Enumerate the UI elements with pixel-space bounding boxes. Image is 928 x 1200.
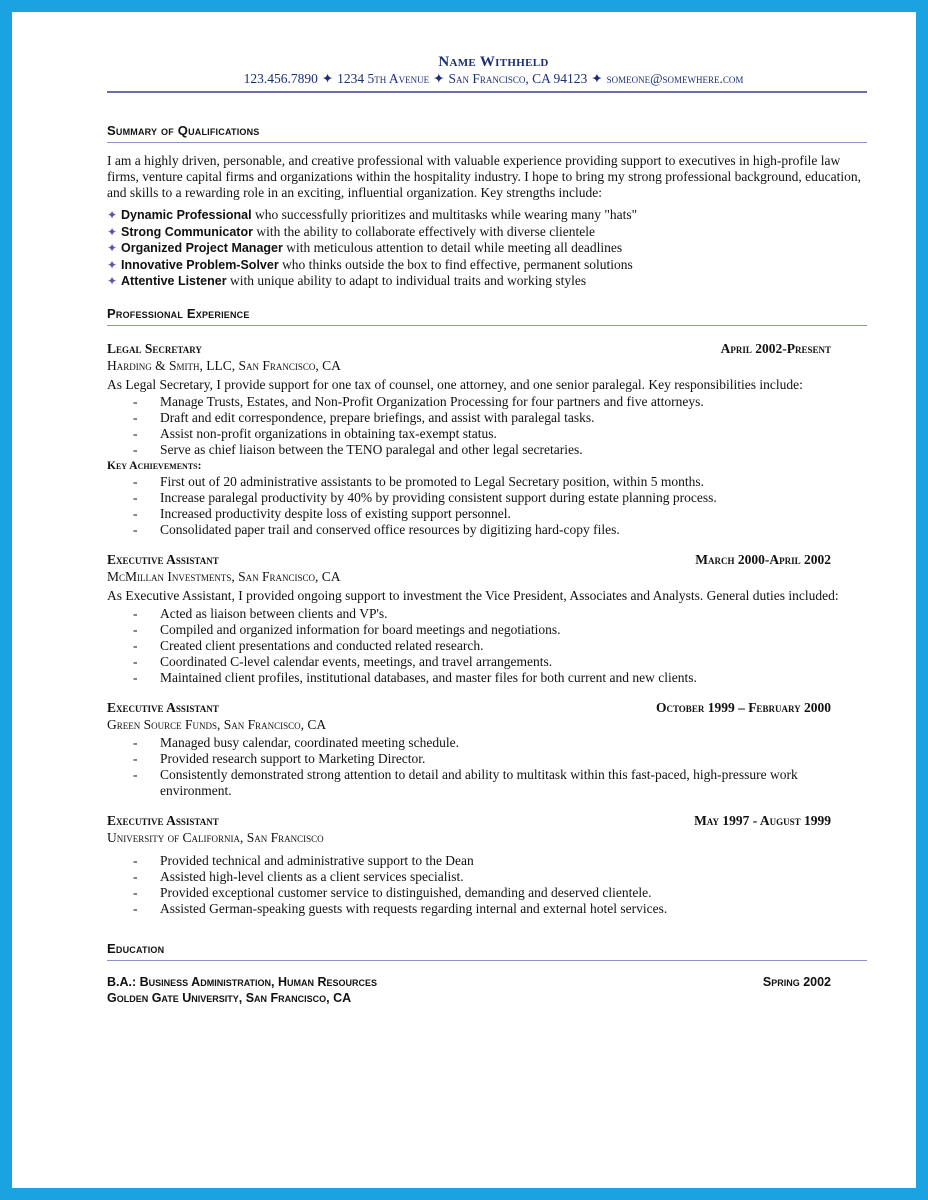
duty-item: - Consistently demonstrated strong attention to detail and ability to multitask within this fast-paced, high-pressure work environment. [133, 766, 798, 798]
duty-item: - Provided research support to Marketing Director. [133, 750, 426, 766]
bullet-icon: ✦ [107, 274, 118, 288]
duty-item: - Maintained client profiles, institutional databases, and master files for both current and new clients. [133, 669, 697, 685]
job-entry [107, 341, 867, 539]
candidate-name: Name Withheld [438, 54, 549, 70]
job-date: October 1999 – February 2000 [655, 699, 831, 715]
job-date: April 2002-Present [720, 340, 831, 356]
duty-item: - Assist non-profit organizations in obtaining tax-exempt status. [133, 426, 497, 441]
duty-item: - Coordinated C-level calendar events, meetings, and travel arrangements. [133, 653, 553, 669]
duty-item: - Managed busy calendar, coordinated meeting schedule. [133, 734, 459, 750]
summary-heading: Summary of Qualifications [107, 123, 867, 143]
job-employer: Green Source Funds, San Francisco, CA [107, 716, 327, 732]
resume-content [107, 54, 867, 1007]
job-employer: McMillan Investments, San Francisco, CA [107, 569, 341, 584]
phone: 123.456.7890 [243, 71, 318, 86]
job-intro: As Executive Assistant, I provided ongoing support to investment the Vice President, Associates and Analysts. General duties included: [107, 588, 839, 603]
achievement-item: - Consolidated paper trail and conserved office resources by digitizing hard-copy files. [133, 522, 620, 537]
achievement-item: - Increase paralegal productivity by 40% by providing consistent support during estate planning process. [133, 490, 717, 505]
summary-text: I am a highly driven, personable, and creative professional with valuable experience providing support to executives in high-profile law firms, venture capital firms and organizations within the hospitality industry. I hope to bring my strong professional background, education, and skills to a rewarding role in an exciting, influential organization. Key strengths include: [107, 153, 861, 200]
job-intro: As Legal Secretary, I provide support for one tax of counsel, one attorney, and one senior paralegal. Key responsibilities include: [107, 376, 803, 392]
separator-icon: ✦ [321, 71, 334, 86]
duties-list [107, 394, 867, 458]
duties-list [107, 606, 867, 686]
duty-item: - Serve as chief liaison between the TENO paralegal and other legal secretaries. [133, 442, 583, 457]
key-achievements-label: Key Achievements: [107, 460, 202, 472]
job-employer: University of California, San Francisco [107, 829, 324, 845]
duty-item: - Draft and edit correspondence, prepare briefings, and assist with paralegal tasks. [133, 410, 595, 425]
achievement-item: - First out of 20 administrative assistants to be promoted to Legal Secretary position, within 5 months. [133, 474, 705, 489]
job-entry [107, 700, 867, 799]
street-address: 1234 5th Avenue [337, 71, 430, 86]
contact-line [120, 70, 867, 88]
bullet-icon: ✦ [107, 241, 118, 255]
duty-item: - Assisted high-level clients as a client services specialist. [133, 868, 464, 884]
strength-item: ✦ Attentive Listener with unique ability to adapt to individual traits and working styles [107, 273, 587, 288]
duty-item: - Provided technical and administrative support to the Dean [133, 852, 474, 868]
email[interactable]: someone@somewhere.com [606, 71, 744, 86]
graduation-date: Spring 2002 [762, 974, 831, 989]
duty-item: - Created client presentations and conducted related research. [133, 637, 484, 653]
strength-item: ✦ Dynamic Professional who successfully prioritizes and multitasks while wearing many "hats" [107, 207, 638, 222]
school: Golden Gate University, San Francisco, CA [107, 990, 352, 1005]
strength-item: ✦ Organized Project Manager with meticulous attention to detail while meeting all deadlines [107, 240, 623, 255]
duty-item: - Compiled and organized information for board meetings and negotiations. [133, 621, 561, 637]
duty-item: - Assisted German-speaking guests with requests regarding internal and external hotel services. [133, 900, 668, 916]
duties-list [107, 735, 867, 799]
job-entry [107, 813, 867, 917]
bullet-icon: ✦ [107, 208, 118, 222]
job-date: March 2000-April 2002 [695, 552, 831, 567]
job-date: May 1997 - August 1999 [694, 812, 831, 828]
duty-item: - Manage Trusts, Estates, and Non-Profit Organization Processing for four partners and five attorneys. [133, 394, 704, 409]
strength-item: ✦ Strong Communicator with the ability to collaborate effectively with diverse clientele [107, 223, 595, 239]
strengths-list [107, 207, 867, 290]
achievement-item: - Increased productivity despite loss of existing support personnel. [133, 506, 511, 521]
education-heading: Education [107, 941, 867, 961]
job-employer: Harding & Smith, LLC, San Francisco, CA [107, 357, 341, 373]
strength-item: ✦ Innovative Problem-Solver who thinks outside the box to find effective, permanent solutions [107, 256, 633, 272]
job-title: Legal Secretary [107, 340, 202, 356]
degree: B.A.: Business Administration, Human Resources [107, 974, 378, 989]
duty-item: - Provided exceptional customer service to distinguished, demanding and deserved clientele. [133, 884, 652, 900]
bullet-icon: ✦ [107, 257, 118, 272]
job-entry [107, 552, 867, 686]
duties-list [107, 853, 867, 917]
duty-item: - Acted as liaison between clients and VP's. [133, 605, 388, 621]
achievements-list [107, 474, 867, 538]
resume-page [12, 12, 916, 1188]
job-title: Executive Assistant [107, 699, 219, 715]
job-title: Executive Assistant [107, 552, 219, 567]
separator-icon: ✦ [591, 71, 603, 86]
city-state-zip: San Francisco, CA 94123 [448, 71, 588, 86]
job-title: Executive Assistant [107, 812, 219, 828]
bullet-icon: ✦ [107, 224, 118, 239]
separator-icon: ✦ [433, 71, 445, 86]
experience-heading: Professional Experience [107, 306, 867, 326]
